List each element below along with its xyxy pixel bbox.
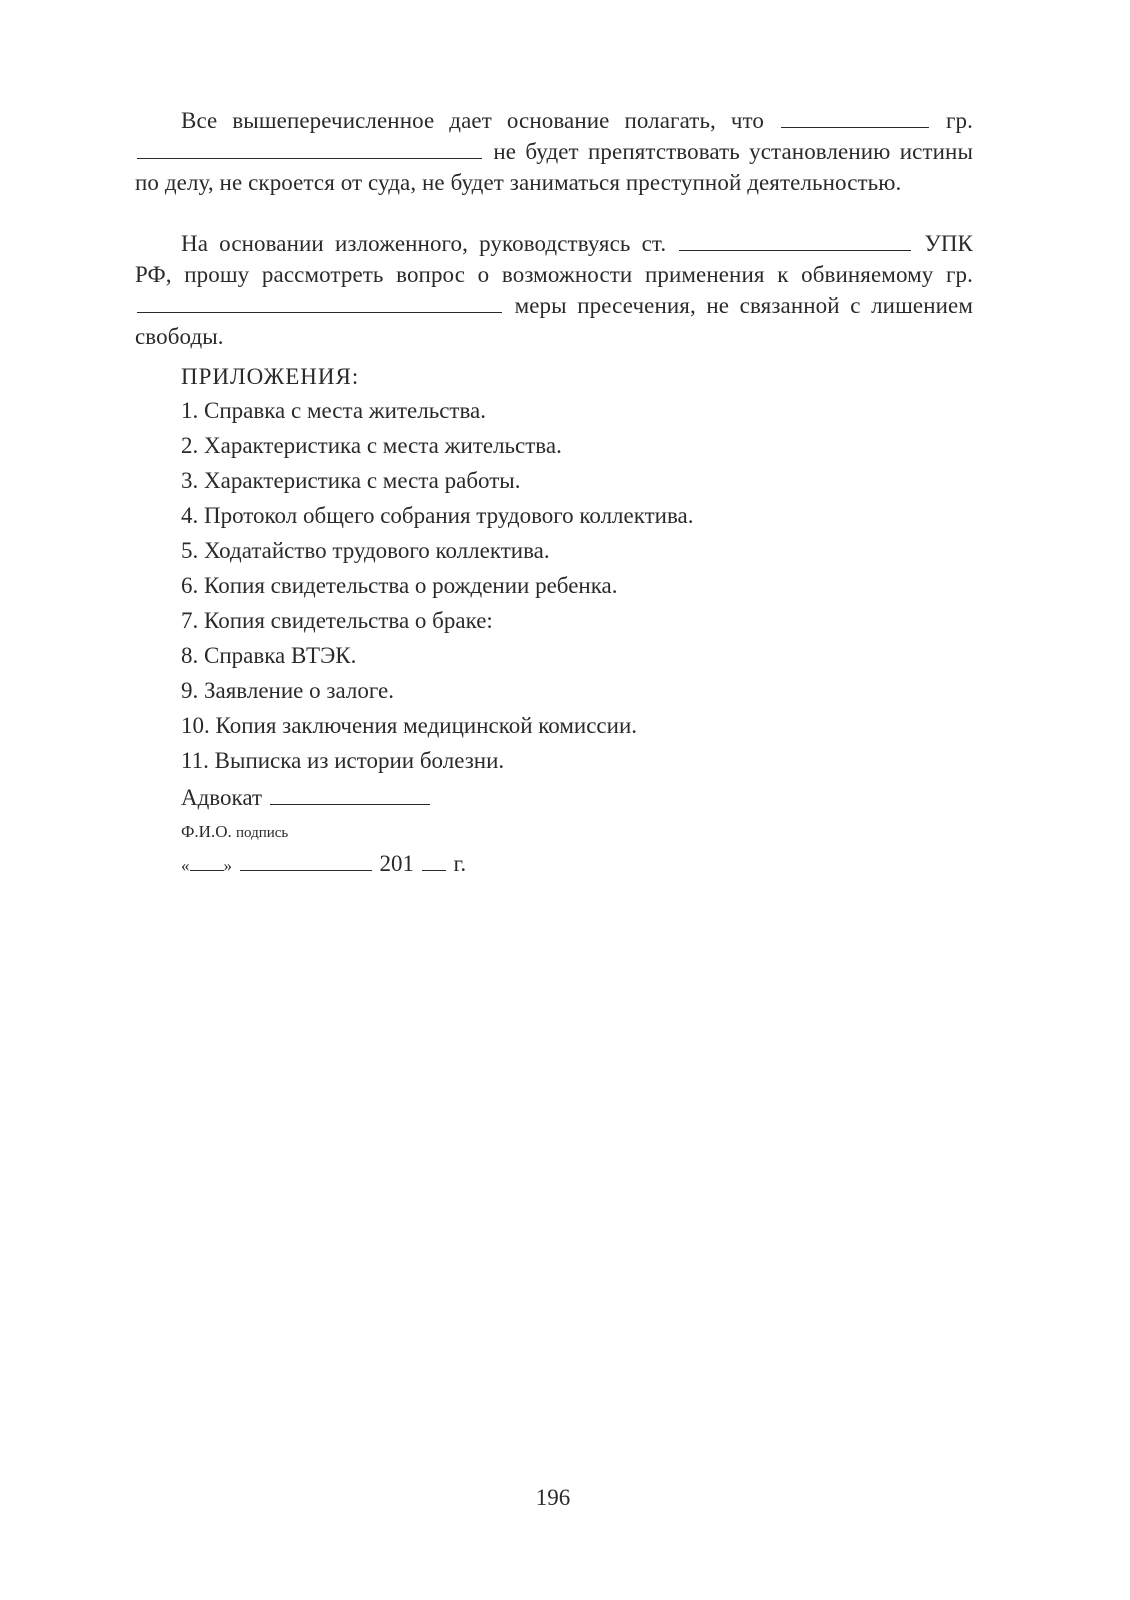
article-blank <box>679 230 911 251</box>
date-year: 201 <box>379 851 414 876</box>
appendix-item-2: 2. Характеристика с места жительства. <box>181 433 562 458</box>
date-year-blank <box>422 850 446 871</box>
paragraph-1-text-a: Все вышеперечисленное дает основание полагать, что <box>181 108 764 133</box>
appendix-item-11: 11. Выписка из истории болезни. <box>181 748 505 773</box>
paragraph-1 <box>135 105 973 198</box>
signature-line <box>181 784 432 811</box>
appendix-item-5: 5. Ходатайство трудового коллектива. <box>181 538 550 563</box>
paragraph-1-text-c: не будет препятствовать установлению истины по делу, не скроется от суда, не будет заниматься преступной деятельностью. <box>135 139 973 195</box>
appendix-item-7: 7. Копия свидетельства о браке: <box>181 608 493 633</box>
signature-blank <box>270 784 430 805</box>
date-line <box>181 850 466 877</box>
signature-role: Адвокат <box>181 785 263 810</box>
date-close-quote: » <box>223 856 232 875</box>
name-blank-2 <box>137 138 482 159</box>
appendix-item-1: 1. Справка с места жительства. <box>181 398 486 423</box>
appendix-item-10: 10. Копия заключения медицинской комиссии. <box>181 713 638 738</box>
paragraph-2 <box>135 228 973 352</box>
paragraph-2-text-a: На основании изложенного, руководствуясь ст. <box>181 231 667 256</box>
accused-name-blank <box>137 292 502 313</box>
appendix-heading: ПРИЛОЖЕНИЯ: <box>181 364 360 389</box>
paragraph-2-text-c: меры пресечения, не связанной с лишением свободы. <box>135 293 973 349</box>
signature-caption-sign: подпись <box>235 825 289 841</box>
date-month-blank <box>240 850 372 871</box>
appendix-item-9: 9. Заявление о залоге. <box>181 678 394 703</box>
name-blank-1 <box>781 107 929 128</box>
paragraph-1-text-b: гр. <box>946 108 973 133</box>
date-suffix: г. <box>453 851 467 876</box>
signature-caption-name: Ф.И.О. <box>181 822 232 841</box>
signature-caption <box>181 822 288 842</box>
paragraph-2-text-b: УПК РФ, прошу рассмотреть вопрос о возможности применения к обвиняемому гр. <box>135 231 973 287</box>
date-day-blank <box>190 850 224 871</box>
page-number: 196 <box>535 1485 571 1510</box>
appendix-item-8: 8. Справка ВТЭК. <box>181 643 357 668</box>
appendix-item-4: 4. Протокол общего собрания трудового коллектива. <box>181 503 694 528</box>
appendix-item-6: 6. Копия свидетельства о рождении ребенка. <box>181 573 618 598</box>
date-open-quote: « <box>181 856 190 875</box>
appendix-item-3: 3. Характеристика с места работы. <box>181 468 521 493</box>
